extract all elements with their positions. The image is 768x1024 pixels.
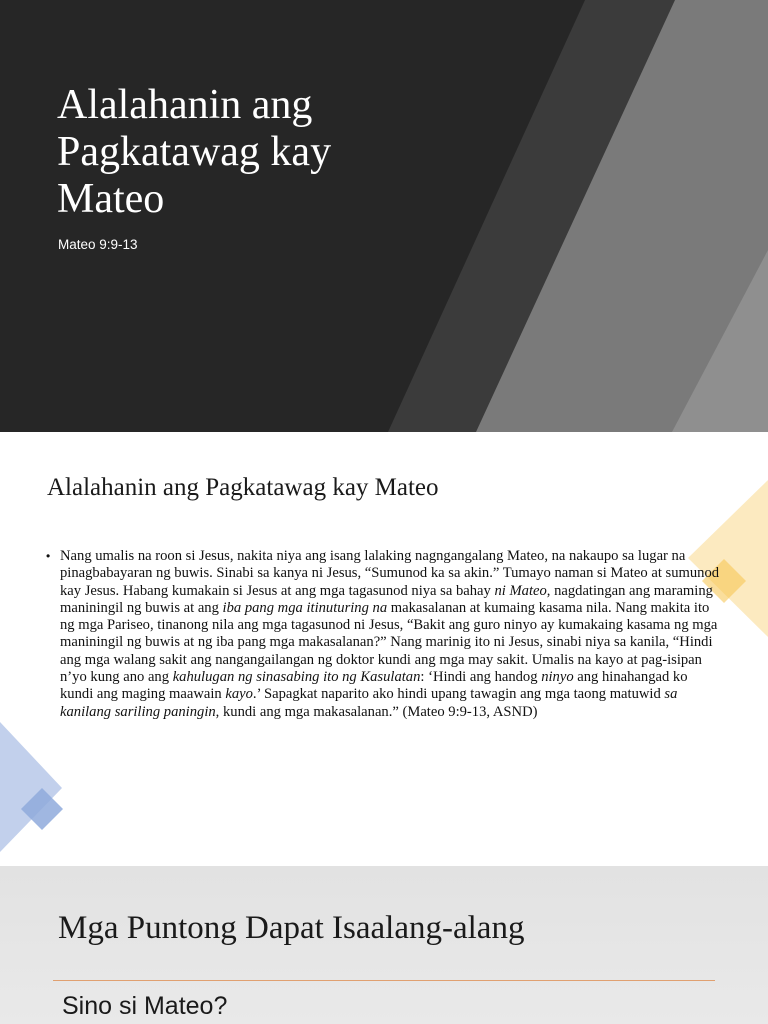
text-run: kahulugan ng sinasabing ito ng Kasulatan [172,669,421,686]
text-run: ninyo [541,669,574,686]
blue-diamond-large [0,722,62,852]
text-run: ni Mateo [494,582,547,599]
slide-title-line: Mateo [57,176,165,222]
text-run: , kundi ang mga makasalanan.” (Mateo 9:9-13, ASND) [215,703,538,720]
text-run: : ‘Hindi ang handog [420,669,542,686]
bullet-marker: • [46,549,51,563]
text-run: , nagdatingan ang maraming maniningil ng buwis at ang [60,582,713,616]
divider-line [53,980,715,981]
slide-title: Alalahanin ang Pagkatawag kay Mateo [47,474,439,501]
scripture-text [60,548,722,721]
slide-title-line: Alalahanin ang [57,82,313,128]
slide-title [57,82,387,223]
text-run: kayo [225,686,253,703]
bullet-item [46,548,722,721]
scripture-slide [0,432,768,866]
text-run: iba pang mga itinuturing na [222,599,388,616]
points-slide [0,866,768,1024]
title-slide [0,0,768,432]
slide-subtitle: Mateo 9:9-13 [58,237,138,252]
slide-title: Mga Puntong Dapat Isaalang-alang [58,910,525,946]
slide-title-line: Pagkatawag kay [57,129,332,175]
text-run: .’ Sapagkat naparito ako hindi upang tawagin ang mga taong matuwid [252,686,665,703]
text-run: ang hinahangad ko kundi ang maging maawain [60,669,688,703]
text-run: sa kanilang sariling paningin [60,686,678,720]
slide-subtitle: Sino si Mateo? [62,992,228,1020]
text-run: Nang umalis na roon si Jesus, nakita niya ang isang lalaking nagngangalang Mateo, na nakaupo sa lugar na pinagbabayaran ng buwis. Sinabi sa kanya ni Jesus, “Sumunod ka sa akin.” Tumayo naman si Mateo at sumunod kay Jesus. Habang kumakain si Jesus at ang mga tagasunod niya sa bahay [60,548,720,599]
text-run: makasalanan at kumaing kasama nila. Nang makita ito ng mga Pariseo, tinanong nila ang mga tagasunod ni Jesus, “Bakit ang guro ninyo ay kumakaing kasama ng mga maniningil ng buwis at ng iba pang mga makasalanan?” Nang marinig ito ni Jesus, sinabi niya sa kanila, “Hindi ang mga walang sakit ang nangangailangan ng doktor kundi ang mga may sakit. Umalis na kayo at pag-isipan n’yo kung ano ang [60,599,718,686]
